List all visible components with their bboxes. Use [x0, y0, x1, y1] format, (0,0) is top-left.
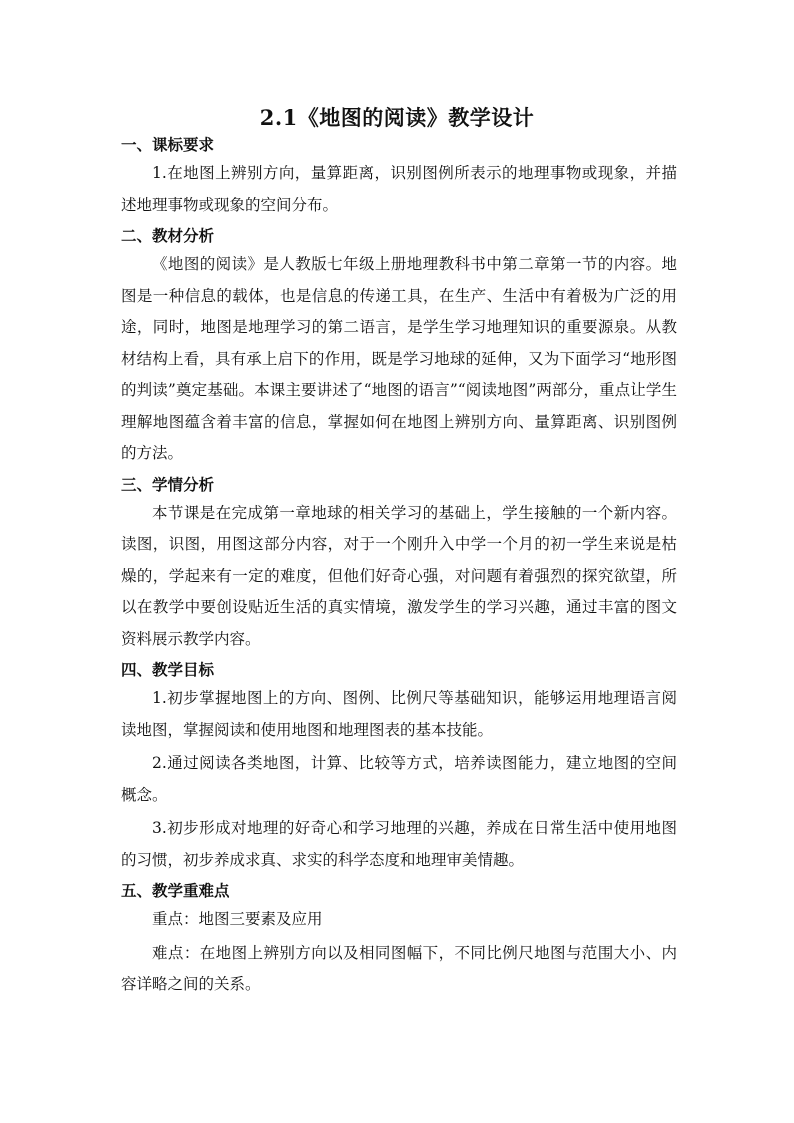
- section-student-analysis: [121, 472, 677, 656]
- section-heading: 二、教材分析: [121, 226, 215, 245]
- section-textbook-analysis: [121, 223, 677, 470]
- section-paragraph: 1.初步掌握地图上的方向、图例、比例尺等基础知识，能够运用地理语言阅读地图，掌握阅读和使用地图和地理图表的基本技能。: [121, 689, 677, 739]
- section-heading: 一、课标要求: [121, 135, 215, 154]
- document-body: [121, 130, 677, 1003]
- section-paragraph: 难点：在地图上辨别方向以及相同图幅下，不同比例尺地图与范围大小、内容详略之间的关系。: [121, 943, 677, 993]
- section-heading: 三、学情分析: [121, 474, 215, 494]
- section-heading: 四、教学目标: [121, 660, 215, 679]
- section-key-difficult-points: [121, 878, 677, 1001]
- section-paragraph: 《地图的阅读》是人教版七年级上册地理教科书中第二章第一节的内容。地图是一种信息的载体，也是信息的传递工具，在生产、生活中有着极为广泛的用途，同时，地图是地理学习的第二语言，是学生学习地理知识的重要源泉。从教材结构上看，具有承上启下的作用，既是学习地球的延伸，又为下面学习“地形图的判读”奠定基础。本课主要讲述了“地图的语言”“阅读地图”两部分，重点让学生理解地图蕴含着丰富的信息，掌握如何在地图上辨别方向、量算距离、识别图例的方法。: [121, 255, 677, 462]
- section-paragraph: 3.初步形成对地理的好奇心和学习地理的兴趣，养成在日常生活中使用地图的习惯，初步养成求真、求实的科学态度和地理审美情趣。: [121, 819, 677, 869]
- document-title: 2.1《地图的阅读》教学设计: [259, 105, 535, 130]
- section-heading: 五、教学重难点: [121, 881, 230, 900]
- section-paragraph: 本节课是在完成第一章地球的相关学习的基础上，学生接触的一个新内容。读图，识图，用图这部分内容，对于一个刚升入中学一个月的初一学生来说是枯燥的，学起来有一定的难度，但他们好奇心强，对问题有着强烈的探究欲望，所以在教学中要创设贴近生活的真实情境，激发学生的学习兴趣，通过丰富的图文资料展示教学内容。: [121, 503, 677, 648]
- section-paragraph: 1.在地图上辨别方向，量算距离，识别图例所表示的地理事物或现象，并描述地理事物或现象的空间分布。: [121, 164, 677, 214]
- section-curriculum-requirements: [121, 132, 677, 221]
- section-teaching-objectives: [121, 657, 677, 876]
- section-paragraph: 重点：地图三要素及应用: [152, 910, 323, 928]
- section-paragraph: 2.通过阅读各类地图，计算、比较等方式，培养读图能力，建立地图的空间概念。: [121, 754, 677, 804]
